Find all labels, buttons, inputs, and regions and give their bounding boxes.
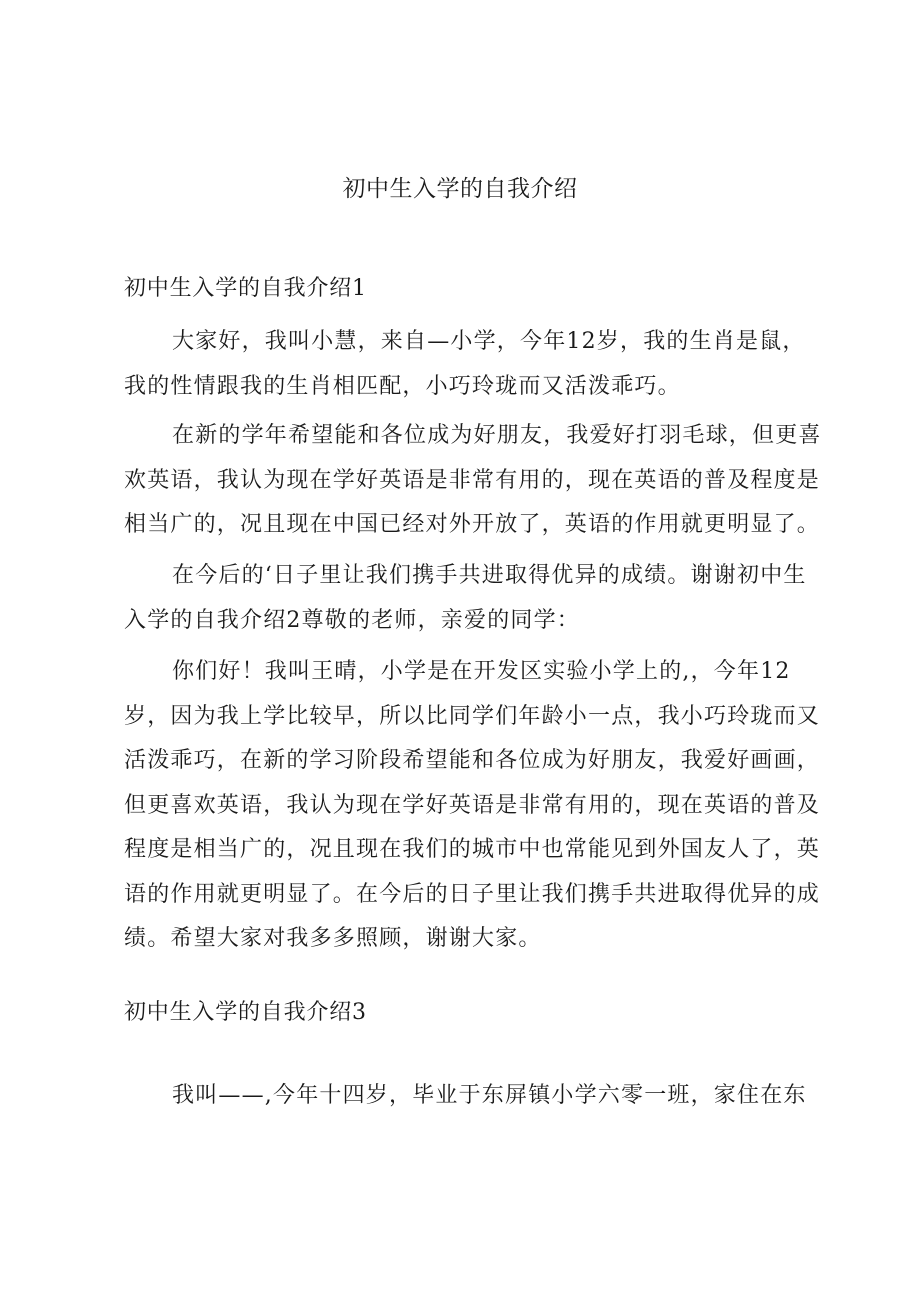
paragraph-1: 大家好，我叫小慧，来自—小学，今年12岁，我的生肖是鼠，我的性情跟我的生肖相匹配，小巧玲珑而又活泼乖巧。	[124, 329, 806, 399]
section-3-heading: 初中生入学的自我介绍3	[124, 1000, 367, 1025]
paragraph-5: 我叫——,今年十四岁，毕业于东屏镇小学六零一班，家住在东	[172, 1083, 807, 1108]
document-title: 初中生入学的自我介绍	[342, 176, 578, 202]
paragraph-3: 在今后的‘日子里让我们携手共进取得优异的成绩。谢谢初中生入学的自我介绍2尊敬的老师，亲爱的同学：	[124, 563, 807, 633]
paragraph-4: 你们好！我叫王晴，小学是在开发区实验小学上的,，今年12岁，因为我上学比较早，所以比同学们年龄小一点，我小巧玲珑而又活泼乖巧，在新的学习阶段希望能和各位成为好朋友，我爱好画画，但更喜欢英语，我认为现在学好英语是非常有用的，现在英语的普及程度是相当广的，况且现在我们的城市中也常能见到外国友人了，英语的作用就更明显了。在今后的日子里让我们携手共进取得优异的成绩。希望大家对我多多照顾，谢谢大家。	[124, 659, 821, 951]
paragraph-2: 在新的学年希望能和各位成为好朋友，我爱好打羽毛球，但更喜欢英语，我认为现在学好英语是非常有用的，现在英语的普及程度是相当广的，况且现在中国已经对外开放了，英语的作用就更明显了。	[124, 423, 822, 537]
section-1-heading: 初中生入学的自我介绍1	[124, 276, 367, 301]
